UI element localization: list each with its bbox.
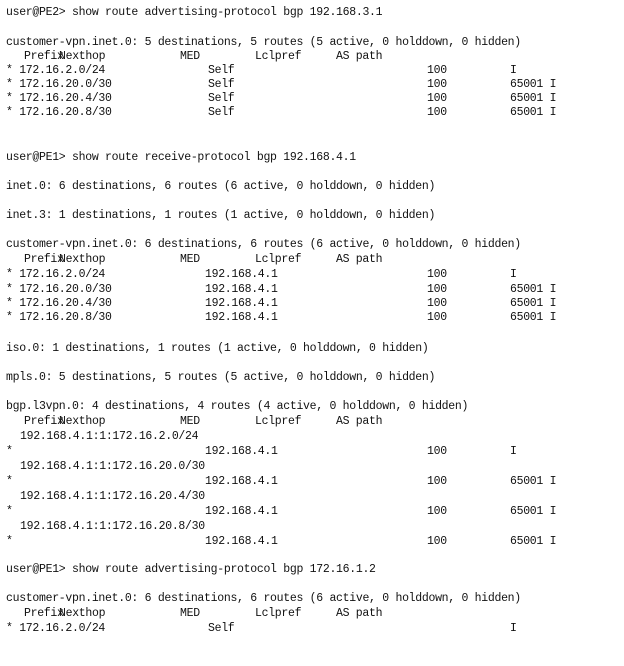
- lclpref-cell: 100: [427, 297, 447, 310]
- as-path-cell: 65001 I: [510, 311, 557, 324]
- cli-command-line: [0, 6, 624, 20]
- prefix-header: Prefix: [24, 607, 64, 620]
- cli-command-line: [0, 151, 624, 165]
- route-row: [0, 622, 624, 636]
- route-table-summary: [0, 400, 624, 414]
- prefix-cell: * 172.16.20.4/30: [6, 92, 112, 105]
- rd-prefix-text: 192.168.4.1:1:172.16.20.8/30: [20, 520, 205, 533]
- prefix-cell: *: [6, 505, 13, 518]
- prefix-cell: * 172.16.20.0/30: [6, 283, 112, 296]
- summary-text: iso.0: 1 destinations, 1 routes (1 active, 0 holddown, 0 hidden): [6, 342, 429, 355]
- lclpref-cell: 100: [427, 92, 447, 105]
- route-row: [0, 92, 624, 106]
- lclpref-cell: 100: [427, 78, 447, 91]
- route-row: [0, 297, 624, 311]
- med-cell: Self: [208, 622, 235, 635]
- summary-text: customer-vpn.inet.0: 6 destinations, 6 routes (6 active, 0 holddown, 0 hidden): [6, 592, 521, 605]
- as-path-cell: 65001 I: [510, 297, 557, 310]
- med-header: MED: [180, 50, 200, 63]
- as-path-cell: 65001 I: [510, 106, 557, 119]
- as-path-cell: 65001 I: [510, 505, 557, 518]
- prefix-cell: * 172.16.2.0/24: [6, 622, 106, 635]
- lclpref-header: Lclpref: [255, 253, 302, 266]
- route-row: [0, 475, 624, 489]
- prefix-header: Prefix: [24, 253, 64, 266]
- summary-text: bgp.l3vpn.0: 4 destinations, 4 routes (4 active, 0 holddown, 0 hidden): [6, 400, 469, 413]
- rd-prefix-text: 192.168.4.1:1:172.16.2.0/24: [20, 430, 199, 443]
- nexthop-header: Nexthop: [59, 415, 106, 428]
- as-path-cell: I: [510, 622, 517, 635]
- lclpref-cell: 100: [427, 106, 447, 119]
- column-header-row: [0, 607, 624, 621]
- route-distinguisher-prefix: [0, 520, 624, 534]
- prefix-header: Prefix: [24, 415, 64, 428]
- route-row: [0, 106, 624, 120]
- lclpref-cell: 100: [427, 445, 447, 458]
- prefix-cell: *: [6, 535, 13, 548]
- nexthop-header: Nexthop: [59, 253, 106, 266]
- command-text: user@PE1> show route receive-protocol bgp 192.168.4.1: [6, 151, 356, 164]
- nexthop-cell: 192.168.4.1: [205, 283, 278, 296]
- med-cell: Self: [208, 64, 235, 77]
- prefix-cell: * 172.16.20.8/30: [6, 311, 112, 324]
- route-row: [0, 283, 624, 297]
- nexthop-header: Nexthop: [59, 607, 106, 620]
- lclpref-cell: 100: [427, 268, 447, 281]
- route-table-summary: [0, 36, 624, 50]
- column-header-row: [0, 253, 624, 267]
- lclpref-cell: 100: [427, 475, 447, 488]
- route-table-summary: [0, 238, 624, 252]
- as-path-header: AS path: [336, 253, 383, 266]
- route-table-summary: [0, 180, 624, 194]
- route-distinguisher-prefix: [0, 490, 624, 504]
- route-row: [0, 535, 624, 549]
- command-text: user@PE1> show route advertising-protocol bgp 172.16.1.2: [6, 563, 376, 576]
- nexthop-cell: 192.168.4.1: [205, 505, 278, 518]
- med-header: MED: [180, 607, 200, 620]
- nexthop-cell: 192.168.4.1: [205, 297, 278, 310]
- cli-command-line: [0, 563, 624, 577]
- as-path-header: AS path: [336, 415, 383, 428]
- nexthop-cell: 192.168.4.1: [205, 445, 278, 458]
- column-header-row: [0, 50, 624, 64]
- lclpref-cell: 100: [427, 283, 447, 296]
- route-row: [0, 445, 624, 459]
- nexthop-cell: 192.168.4.1: [205, 311, 278, 324]
- as-path-cell: 65001 I: [510, 92, 557, 105]
- lclpref-header: Lclpref: [255, 415, 302, 428]
- nexthop-header: Nexthop: [59, 50, 106, 63]
- prefix-cell: * 172.16.2.0/24: [6, 64, 106, 77]
- prefix-cell: * 172.16.20.0/30: [6, 78, 112, 91]
- route-row: [0, 311, 624, 325]
- as-path-cell: 65001 I: [510, 475, 557, 488]
- lclpref-cell: 100: [427, 64, 447, 77]
- as-path-cell: I: [510, 268, 517, 281]
- nexthop-cell: 192.168.4.1: [205, 268, 278, 281]
- lclpref-cell: 100: [427, 505, 447, 518]
- summary-text: inet.3: 1 destinations, 1 routes (1 active, 0 holddown, 0 hidden): [6, 209, 436, 222]
- rd-prefix-text: 192.168.4.1:1:172.16.20.0/30: [20, 460, 205, 473]
- prefix-cell: *: [6, 445, 13, 458]
- as-path-cell: I: [510, 64, 517, 77]
- nexthop-cell: 192.168.4.1: [205, 475, 278, 488]
- summary-text: mpls.0: 5 destinations, 5 routes (5 active, 0 holddown, 0 hidden): [6, 371, 436, 384]
- prefix-cell: * 172.16.2.0/24: [6, 268, 106, 281]
- route-row: [0, 268, 624, 282]
- route-distinguisher-prefix: [0, 430, 624, 444]
- lclpref-header: Lclpref: [255, 607, 302, 620]
- route-table-summary: [0, 371, 624, 385]
- as-path-cell: 65001 I: [510, 78, 557, 91]
- med-header: MED: [180, 253, 200, 266]
- route-table-summary: [0, 342, 624, 356]
- as-path-cell: 65001 I: [510, 535, 557, 548]
- prefix-cell: * 172.16.20.4/30: [6, 297, 112, 310]
- med-cell: Self: [208, 92, 235, 105]
- column-header-row: [0, 415, 624, 429]
- nexthop-cell: 192.168.4.1: [205, 535, 278, 548]
- command-text: user@PE2> show route advertising-protocol bgp 192.168.3.1: [6, 6, 383, 19]
- route-row: [0, 64, 624, 78]
- route-row: [0, 78, 624, 92]
- summary-text: inet.0: 6 destinations, 6 routes (6 active, 0 holddown, 0 hidden): [6, 180, 436, 193]
- route-table-summary: [0, 209, 624, 223]
- prefix-cell: *: [6, 475, 13, 488]
- as-path-cell: I: [510, 445, 517, 458]
- route-distinguisher-prefix: [0, 460, 624, 474]
- route-table-summary: [0, 592, 624, 606]
- lclpref-header: Lclpref: [255, 50, 302, 63]
- route-row: [0, 505, 624, 519]
- as-path-cell: 65001 I: [510, 283, 557, 296]
- as-path-header: AS path: [336, 50, 383, 63]
- lclpref-cell: 100: [427, 535, 447, 548]
- prefix-cell: * 172.16.20.8/30: [6, 106, 112, 119]
- prefix-header: Prefix: [24, 50, 64, 63]
- lclpref-cell: 100: [427, 311, 447, 324]
- med-header: MED: [180, 415, 200, 428]
- summary-text: customer-vpn.inet.0: 5 destinations, 5 routes (5 active, 0 holddown, 0 hidden): [6, 36, 521, 49]
- summary-text: customer-vpn.inet.0: 6 destinations, 6 routes (6 active, 0 holddown, 0 hidden): [6, 238, 521, 251]
- med-cell: Self: [208, 78, 235, 91]
- med-cell: Self: [208, 106, 235, 119]
- as-path-header: AS path: [336, 607, 383, 620]
- rd-prefix-text: 192.168.4.1:1:172.16.20.4/30: [20, 490, 205, 503]
